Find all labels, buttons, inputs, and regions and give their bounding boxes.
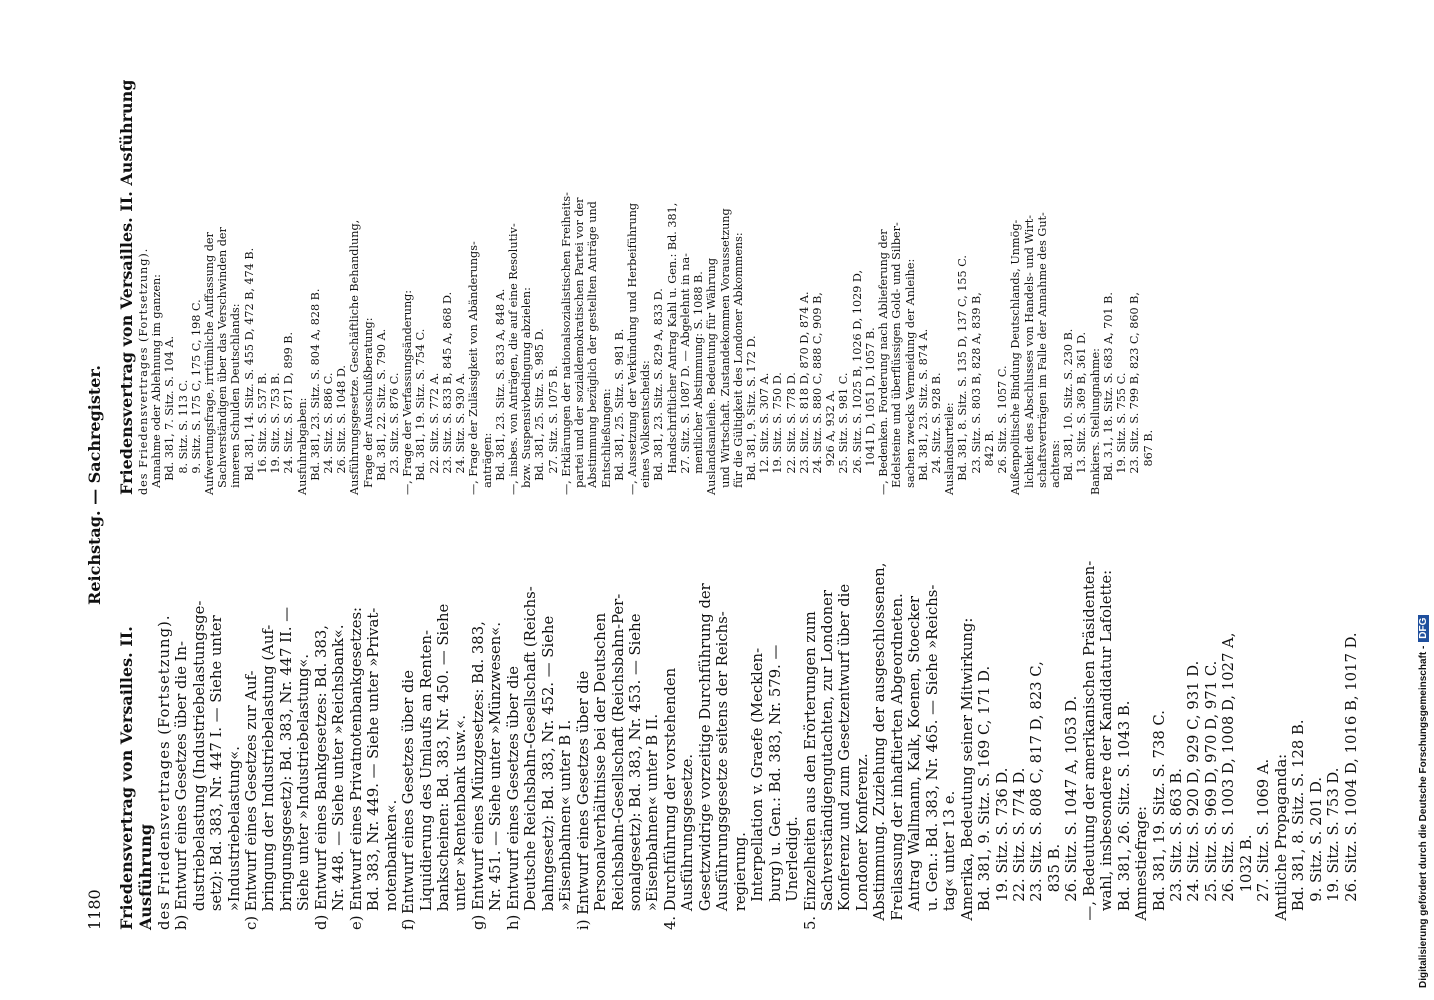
index-line: und Wirtschaft. Zustandekommen Voraussetzung: [718, 208, 732, 495]
index-line: 5. Einzelheiten aus den Erörterungen zum: [801, 611, 819, 930]
index-line: 8. Sitz. S. 113 C.: [176, 379, 190, 495]
index-line: partei und der sozialdemokratischen Partei vor der: [573, 197, 587, 495]
index-line: 19. Sitz. S. 755 C.: [1115, 372, 1129, 495]
index-line: »Industriebelastung«.: [225, 746, 243, 930]
index-line: dustriebelastung (Industriebelastungsge-: [190, 600, 208, 930]
index-line: 19. Sitz. S. 753 D.: [1325, 767, 1343, 930]
index-line: Außenpolitische Bindung Deutschlands, Unmög-: [1009, 219, 1023, 495]
index-line: Auslandsurteile:: [943, 402, 957, 495]
index-line: c) Entwurf eines Gesetzes zur Auf-: [243, 670, 261, 930]
right-column: [117, 45, 1155, 495]
index-line: h) Entwurf eines Gesetzes über die: [504, 665, 522, 930]
index-line: Bd. 381, 8. Sitz. S. 135 D, 137 C, 155 C.: [956, 255, 970, 495]
left-column-subtitle: des Friedensvertrages (Fortsetzung).: [155, 614, 173, 930]
index-line: Abstimmung bezüglich der gestellten Anträge und: [586, 201, 600, 495]
index-line: Personalverhältnisse bei der Deutschen: [592, 612, 610, 930]
index-line: »Eisenbahnen« unter B II.: [644, 713, 662, 930]
index-line: bankscheinen: Bd. 383, Nr. 450. — Siehe: [435, 603, 452, 930]
index-line: Bd. 381, 9. Sitz. S. 169 C, 171 D.: [976, 665, 994, 930]
right-column-title: Friedensvertrag von Versailles. II. Ausführung: [117, 79, 136, 495]
index-line: 23. Sitz. S. 799 B, 823 C, 860 B,: [1128, 292, 1142, 495]
index-line: Handschriftlicher Antrag Kahl u. Gen.: Bd. 381,: [665, 202, 679, 495]
index-line: Entschließungen:: [599, 388, 613, 495]
index-line: 16. Sitz. S. 537 B.: [255, 372, 269, 495]
index-line: Ausführungsgesetze seitens der Reichs-: [714, 611, 732, 930]
index-line: 23. Sitz. S. 833 B, 845 A, 868 D.: [440, 291, 454, 495]
running-header: [85, 40, 115, 930]
index-line: i) Entwurf eines Gesetzes über die: [574, 670, 592, 930]
index-line: Bd. 381, 19. Sitz. S. 754 C.: [414, 328, 428, 495]
index-line: 1032 B.: [1237, 834, 1255, 930]
index-line: Bd. 381, 23. Sitz. S. 833 A, 848 A.: [493, 288, 507, 495]
index-line: inneren Schulden Deutschlands:: [229, 303, 243, 495]
index-line: 26. Sitz. S. 1048 D.: [335, 365, 349, 495]
index-line: Bd. 381, 25. Sitz. S. 985 D.: [533, 328, 547, 495]
index-line: 26. Sitz. S. 1057 C.: [996, 365, 1010, 495]
index-line: 4. Durchführung der vorstehenden: [661, 667, 679, 930]
index-line: bringungsgesetz): Bd. 383, Nr. 447 II. —: [277, 606, 295, 930]
index-line: Bd. 381, 14. Sitz. S. 455 D, 472 B, 474 B.: [242, 247, 256, 495]
index-line: sonalgesetz): Bd. 383, Nr. 453. — Siehe: [626, 613, 644, 930]
index-line: 13. Sitz. S. 369 B, 361 D.: [1075, 331, 1089, 495]
index-line: 24. Sitz. S. 930 A.: [454, 372, 468, 495]
index-line: Ausführungsgesetze.: [679, 753, 697, 930]
index-line: 27. Sitz. S. 1069 A.: [1255, 758, 1273, 930]
index-line: Liquidierung des Umlaufs an Renten-: [417, 630, 435, 930]
index-line: 12. Sitz. S. 307 A.: [758, 372, 772, 495]
footer-text: Digitalisierung gefördert durch die Deutsche Forschungsgemeinschaft -: [1418, 645, 1429, 988]
index-line: —, Erklärungen der nationalsozialistischen Freiheits-: [559, 192, 573, 495]
index-line: tag« unter 13 e.: [941, 790, 959, 930]
index-line: —, Bedeutung der amerikanischen Präsidenten-: [1080, 560, 1098, 930]
index-line: Aufwertungsfrage, irrtümliche Auffassung der: [202, 232, 216, 495]
index-line: 1041 D, 1051 D, 1057 B.: [863, 327, 877, 495]
index-line: bzw. Suspensivbedingung abzielen:: [520, 287, 534, 495]
index-line: regierung.: [731, 832, 749, 930]
index-line: 25. Sitz. S. 969 D, 970 D, 971 C.: [1202, 660, 1220, 930]
index-line: Annahme oder Ablehnung im ganzen:: [150, 274, 164, 495]
index-line: Bd. 381, 8. Sitz. S. 128 B.: [1290, 719, 1308, 930]
index-line: 19. Sitz. S. 750 D.: [771, 372, 785, 495]
index-line: 26. Sitz. S. 1047 A, 1053 D.: [1063, 695, 1081, 930]
index-line: Ausfuhrabgaben:: [295, 397, 309, 495]
index-line: setz): Bd. 383, Nr. 447 I. — Siehe unter: [208, 615, 226, 930]
index-line: bahngesetz): Bd. 383, Nr. 452. — Siehe: [539, 615, 557, 930]
index-line: Gesetzwidrige vorzeitige Durchführung der: [696, 583, 714, 930]
dfg-logo: DFG: [1418, 615, 1429, 642]
index-line: 25. Sitz. S. 981 C.: [837, 372, 851, 495]
index-line: Ausführungsgesetze. Geschäftliche Behandlung,: [348, 219, 362, 495]
index-line: —, Frage der Verfassungsänderung:: [401, 289, 415, 495]
left-column-title: Friedensvertrag von Versailles. II. Ausführung: [117, 626, 155, 930]
index-line: 22. Sitz. S. 778 D.: [784, 372, 798, 495]
index-line: lichkeit des Abschlusses von Handels- und Wirt-: [1022, 214, 1036, 495]
index-line: b) Entwurf eines Gesetzes über die In-: [173, 640, 191, 930]
index-line: 24. Sitz. S. 920 D, 929 C, 931 D.: [1185, 660, 1203, 930]
index-line: 24. Sitz. S. 871 D, 899 B.: [282, 331, 296, 495]
index-line: 19. Sitz. S. 736 D.: [993, 767, 1011, 930]
index-line: Edelsteine und überflüssigen Gold- und Silber-: [890, 222, 904, 495]
index-line: 19. Sitz. S. 753 B.: [269, 372, 283, 495]
left-column: [117, 520, 1360, 930]
index-line: für die Gültigkeit des Londoner Abkommens:: [731, 232, 745, 495]
index-line: Bd. 381, 23. Sitz. S. 804 A, 828 B.: [308, 288, 322, 495]
right-column-subtitle: des Friedensvertrages (Fortsetzung).: [136, 247, 150, 495]
index-line: e) Entwurf eines Privatnotenbankgesetzes:: [347, 606, 365, 930]
index-line: u. Gen.: Bd. 383, Nr. 465. — Siehe »Reichs-: [923, 584, 941, 930]
index-line: Bd. 381, 22. Sitz. S. 790 A.: [374, 328, 388, 495]
index-line: 22. Sitz. S. 774 D.: [1010, 767, 1028, 930]
index-line: 26. Sitz. S. 1003 D, 1008 D, 1027 A,: [1220, 632, 1238, 930]
index-line: 26. Sitz. S. 1004 D, 1016 B, 1017 D.: [1342, 632, 1360, 930]
index-line: Amnestiefrage:: [1133, 805, 1151, 930]
index-line: 9. Sitz. S. 175 C, 175 C, 198 C.: [189, 299, 203, 495]
index-line: Nr. 451. — Siehe unter »Münzwesen«.: [487, 621, 505, 930]
index-line: Bd. 381, 26. Sitz. S. 1043 B.: [1115, 700, 1133, 930]
index-line: —, Frage der Zulässigkeit von Abänderungs-: [467, 241, 481, 495]
index-line: Bankiers. Stellungnahme:: [1088, 348, 1102, 495]
index-line: 26. Sitz. S. 1025 B, 1026 D, 1029 D,: [850, 269, 864, 495]
index-line: 23. Sitz. S. 803 B, 828 A, 839 B,: [969, 292, 983, 495]
digitization-footer: [1418, 8, 1432, 988]
right-column-entries: [150, 45, 1155, 495]
index-line: Antrag Wallmann, Kalk, Koenen, Stoecker: [906, 596, 924, 930]
index-line: 23. Sitz. S. 818 D, 870 D, 874 A.: [797, 291, 811, 495]
index-line: mentlicher Abstimmung: S. 1088 B.: [692, 271, 706, 495]
index-line: wahl, insbesondere der Kandidatur Lafolette:: [1098, 569, 1116, 930]
index-line: d) Entwurf eines Bankgesetzes: Bd. 383,: [312, 625, 330, 930]
index-line: f) Entwurf eines Gesetzes über die: [400, 670, 418, 930]
index-line: Amtliche Propaganda:: [1272, 753, 1290, 930]
index-line: 23. Sitz. S. 863 B.: [1168, 767, 1186, 930]
index-line: bringung der Industriebelastung (Auf-: [260, 624, 278, 930]
index-line: Bd. 381, 10. Sitz. S. 230 B.: [1062, 328, 1076, 495]
index-line: Unerledigt.: [784, 816, 802, 930]
index-line: 27. Sitz. S. 1075 B.: [546, 365, 560, 495]
index-line: 24. Sitz. S. 928 B.: [930, 372, 943, 495]
index-line: Bd. 381, 9. Sitz. S. 172 D.: [744, 335, 758, 495]
index-line: Sachverständigengutachten, zur Londoner: [818, 590, 836, 930]
index-line: 23. Sitz. S. 876 C.: [388, 372, 402, 495]
index-line: Reichsbahn-Gesellschaft (Reichsbahn-Per-: [609, 593, 627, 930]
index-line: 27. Sitz. S. 1087 D. — Abgelehnt in na-: [678, 253, 692, 495]
index-line: 24. Sitz. S. 880 C, 888 C, 909 B,: [811, 292, 825, 495]
index-line: Deutsche Reichsbahn-Gesellschaft (Reichs-: [522, 586, 540, 930]
index-line: Freilassung der inhaftierten Abgeordneten.: [888, 593, 906, 930]
index-line: 867 B.: [1141, 429, 1155, 495]
index-line: 835 B.: [1045, 843, 1063, 930]
index-line: Nr. 448. — Siehe unter »Reichsbank«.: [330, 624, 348, 930]
index-line: unter »Rentenbank usw.«.: [452, 714, 470, 930]
index-line: Siehe unter »Industriebelastung«.: [295, 653, 313, 930]
index-line: Bd. 381, 23. Sitz. S. 829 A, 833 D.: [652, 288, 666, 495]
index-line: Abstimmung. Zuziehung der ausgeschlossenen,: [871, 562, 889, 930]
index-line: 9. Sitz. S. 201 D.: [1307, 776, 1325, 930]
index-line: 22. Sitz. S. 772 A.: [427, 372, 441, 495]
index-line: sachen zwecks Vermeidung der Anleihe:: [903, 258, 917, 495]
index-line: —, insbes. von Anträgen, die auf eine Resolutiv-: [507, 223, 520, 495]
index-line: Bd. 381, 19. Sitz. S. 738 C.: [1150, 710, 1168, 930]
index-line: achtens:: [1048, 439, 1062, 495]
index-line: Bd. 381, 25. Sitz. S. 981 B.: [612, 328, 626, 495]
index-line: Bd. 3.1, 18. Sitz. S. 683 A, 701 B.: [1101, 292, 1115, 495]
index-line: Bd. 381, 23. Sitz. S. 874 A.: [916, 328, 930, 495]
index-line: anträgen:: [480, 432, 494, 495]
index-line: schaftsverträgen im Falle der Annahme des Gut-: [1035, 212, 1049, 495]
index-line: Interpellation v. Graefe (Mecklen-: [749, 647, 767, 930]
index-line: 24. Sitz. S. 886 C.: [321, 372, 335, 495]
index-line: g) Entwurf eines Münzgesetzes: Bd. 383,: [469, 621, 487, 930]
index-line: eines Volksentscheids:: [639, 360, 653, 495]
index-line: —, Aussetzung der Verkündung und Herbeiführung: [625, 202, 639, 495]
index-line: Auslandsanleihe. Bedeutung für Währung: [705, 258, 719, 495]
index-line: Bd. 383, Nr. 449. — Siehe unter »Privat-: [365, 607, 383, 930]
index-line: Konferenz und zum Gesetzentwurf über die: [836, 583, 854, 930]
running-head-title: Reichstag. — Sachregister.: [85, 365, 104, 605]
index-line: notenbanken«.: [382, 799, 400, 930]
index-line: 926 A, 932 A.: [824, 389, 838, 495]
index-line: »Eisenbahnen« unter B I.: [557, 719, 575, 930]
index-line: Amerika, Bedeutung seiner Mitwirkung:: [958, 617, 976, 930]
index-line: Sachverständigen über das Verschwinden der: [216, 227, 230, 495]
index-line: 23. Sitz. S. 808 C, 817 D, 823 C,: [1028, 661, 1046, 930]
index-line: 842 B.: [982, 429, 996, 495]
left-column-entries: [173, 520, 1360, 930]
index-line: Bd. 381, 7. Sitz. S. 104 A.: [163, 335, 177, 495]
index-line: —, Bedenken. Forderung nach Ablieferung der: [877, 229, 891, 495]
index-line: Londoner Konferenz.: [853, 753, 871, 930]
page-number: 1180: [85, 889, 104, 930]
index-line: Frage der Ausschußberatung:: [361, 317, 375, 495]
index-line: burg) u. Gen.: Bd. 383, Nr. 579. —: [766, 644, 784, 930]
